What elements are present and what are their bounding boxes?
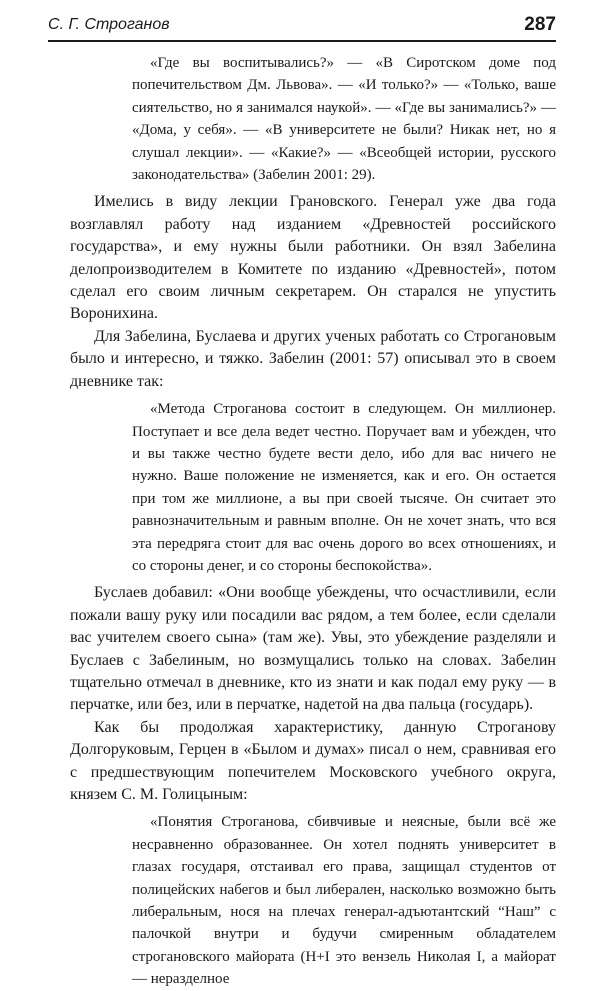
body-paragraph-lectures: Имелись в виду лекции Грановского. Генерал уже два года возглавлял работу над изданием «Древностей российского государства», и ему нужны были работники. Он взял Забелина делопроизводителем в Комитете по изданию «Древностей», потом сделал его своим личным секретарем. Он старался не упустить Воронихина. [70, 193, 556, 323]
page-body [70, 52, 556, 991]
running-header [48, 14, 556, 42]
body-paragraph-herzen: Как бы продолжая характеристику, данную Строганову Долгоруковым, Герцен в «Былом и думах» писал о нем, сравнивая его с предшествующим попечителем Московского учебного округа, князем С. М. Голицыным: [70, 718, 556, 803]
body-paragraph-buslaev: Буслаев добавил: «Они вообще убеждены, что осчастливили, если пожали вашу руку или посадили вас рядом, а тем более, если сделали вас учителем своего сына» (там же). Увы, это убеждение разделяли и Буслаев с Забелиным, но возмущались только на словах. Забелин тщательно отмечал в дневнике, кто из знати и как подал ему руку — в перчатке, или без, или в перчатке, надетой на два пальца (государь). [70, 584, 556, 714]
running-head-author: С. Г. Строганов [48, 16, 170, 33]
page-number: 287 [524, 14, 556, 35]
body-paragraph-scholars: Для Забелина, Буслаева и других ученых работать со Строгановым было и интересно, и тяжко. Забелин (2001: 57) описывал это в своем дневнике так: [70, 327, 556, 390]
block-quote-method: «Метода Строганова состоит в следующем. Он миллионер. Поступает и все дела ведет честно. Поручает вам и убежден, что и вы также честно будете вести дело, ибо для вас ничего не нужно. Ваше положение не изменяется, как и его. Он остается при том же миллионе, а вы при своей тысяче. Он считает это равнозначительным и равным вполне. Он не хочет знать, что вся эта передряга стоит для вас очень дорого во всех отношениях, и со стороны денег, и со стороны беспокойства». [132, 401, 556, 574]
block-quote-dialogue: «Где вы воспитывались?» — «В Сиротском доме под попечительством Дм. Львова». — «И только?» — «Только, ваше сиятельство, но я занимался наукой». — «Где вы занимались?» — «Дома, у себя». — «В университете не были? Никак нет, но я слушал лекции». — «Какие?» — «Всеобщей истории, русского законодательства» (Забелин 2001: 29). [132, 55, 556, 184]
block-quote-herzen: «Понятия Строганова, сбивчивые и неясные, были всё же несравненно образованнее. Он хотел поднять университет в глазах государя, отстаивал его права, защищал студентов от полицейских набегов и был либерален, насколько возможно быть либеральным, нося на плечах генерал-адъютантский “Наш” с палочкой внутри и будучи смиренным обладателем строгановского майората (Н+I это вензель Николая I, а майорат — неразделное [132, 814, 556, 988]
